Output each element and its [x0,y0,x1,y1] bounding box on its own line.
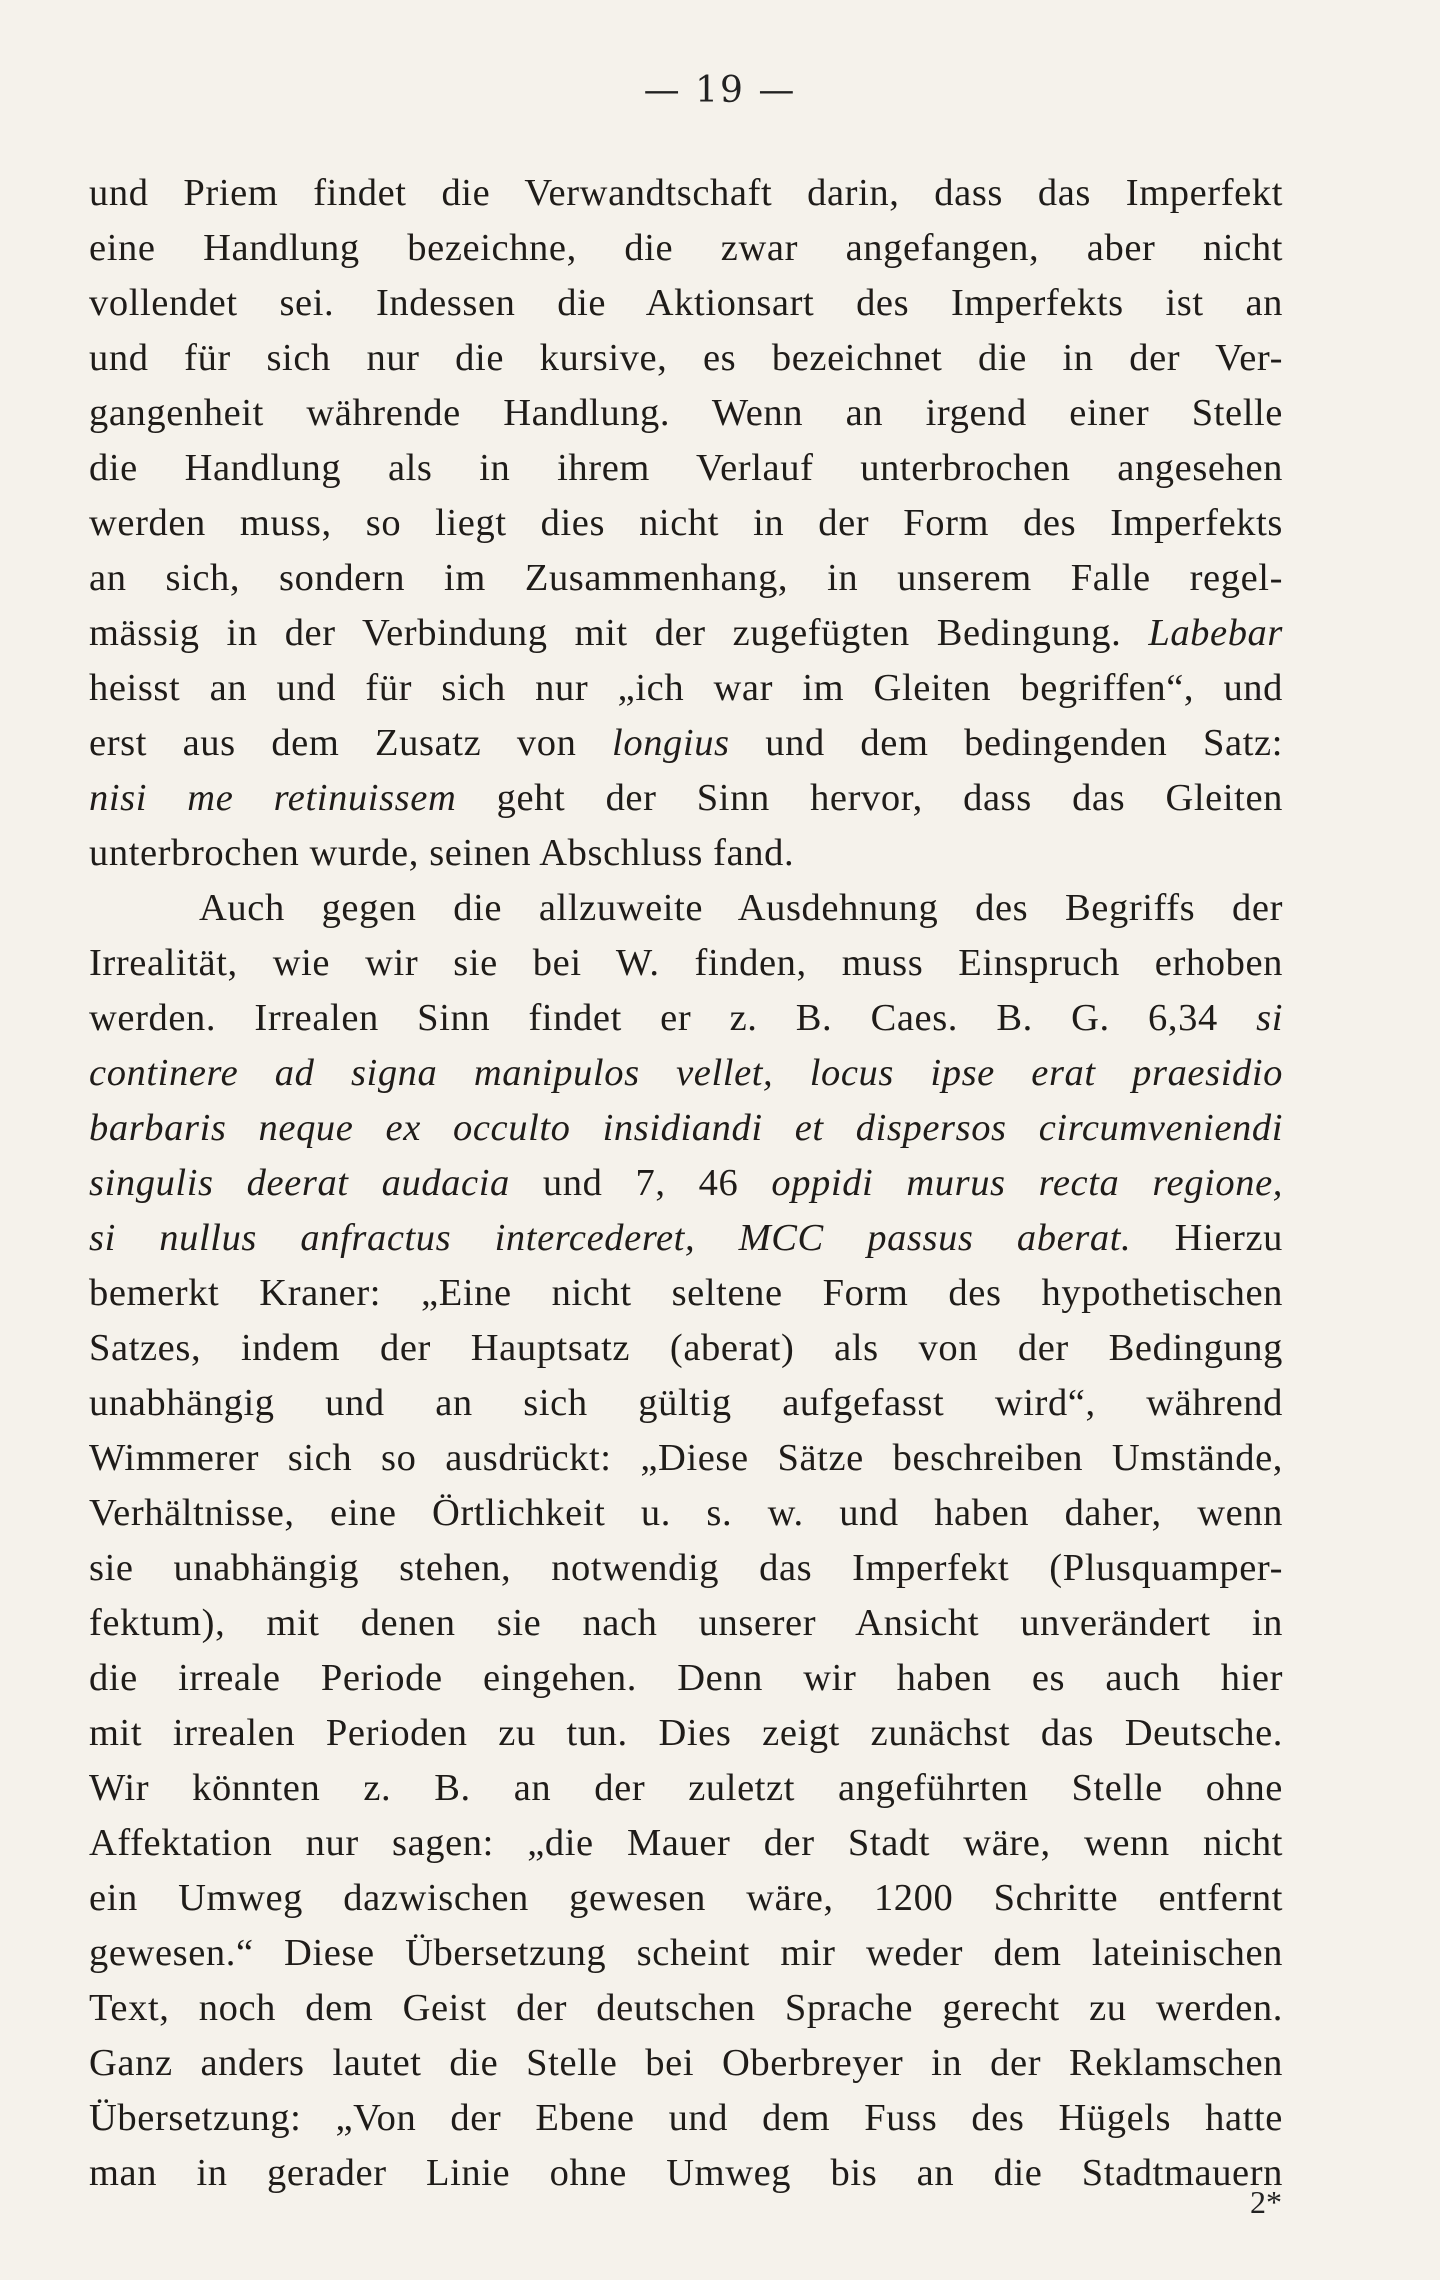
italic-span: nisi me retinuissem [89,777,457,819]
text-span: und für sich nur die kursive, es bezeichnet die in der Ver- [89,337,1283,379]
text-span: die irreale Periode eingehen. Denn wir haben es auch hier [89,1657,1283,1699]
text-line [89,441,1283,496]
text-line [89,221,1283,276]
text-span: vollendet sei. Indessen die Aktionsart des Imperfekts ist an [89,282,1283,324]
text-line [89,1156,1283,1211]
text-line [89,1046,1283,1101]
text-span: und dem bedingenden Satz: [729,722,1283,764]
text-span: fektum), mit denen sie nach unserer Ansicht unverändert in [89,1602,1283,1644]
italic-span: si nullus anfractus intercederet, MCC passus aberat. [89,1217,1132,1259]
text-span: gangenheit währende Handlung. Wenn an irgend einer Stelle [89,392,1283,434]
text-span: unterbrochen wurde, seinen Abschluss fand. [89,832,795,874]
text-span: Wir könnten z. B. an der zuletzt angeführten Stelle ohne [89,1767,1283,1809]
italic-span: longius [612,722,730,764]
text-line [89,2091,1283,2146]
page-number: — 19 — [643,70,797,111]
text-span: heisst an und für sich nur „ich war im Gleiten begriffen“, und [89,667,1283,709]
body-text [89,166,1283,2201]
text-line [89,1266,1283,1321]
italic-span: oppidi murus recta regione, [771,1162,1283,1204]
text-span: Satzes, indem der Hauptsatz (aberat) als von der Bedingung [89,1327,1283,1369]
text-line [89,1926,1283,1981]
text-line [89,1486,1283,1541]
text-span: unabhängig und an sich gültig aufgefasst wird“, während [89,1382,1283,1424]
text-line [89,1431,1283,1486]
signature-mark: 2* [1250,2184,1282,2220]
text-span: Wimmerer sich so ausdrückt: „Diese Sätze beschreiben Umstände, [89,1437,1283,1479]
text-line [89,1541,1283,1596]
italic-span: Labebar [1148,612,1283,654]
text-line [89,276,1283,331]
text-line [89,1596,1283,1651]
text-line [89,1981,1283,2036]
text-line [89,606,1283,661]
text-span: bemerkt Kraner: „Eine nicht seltene Form des hypothetischen [89,1272,1283,1314]
italic-span: barbaris neque ex occulto insidiandi et dispersos circumveniendi [89,1107,1283,1149]
text-span: man in gerader Linie ohne Umweg bis an die Stadtmauern [89,2152,1283,2194]
text-line [89,1211,1283,1266]
text-span: ein Umweg dazwischen gewesen wäre, 1200 Schritte entfernt [89,1877,1283,1919]
text-line [89,1871,1283,1926]
text-line [89,1816,1283,1871]
text-line [89,661,1283,716]
text-span: eine Handlung bezeichne, die zwar angefangen, aber nicht [89,227,1283,269]
text-span: werden. Irrealen Sinn findet er z. B. Caes. B. G. 6,34 [89,997,1257,1039]
text-line [89,331,1283,386]
text-span: mit irrealen Perioden zu tun. Dies zeigt zunächst das Deutsche. [89,1712,1283,1754]
text-span: mässig in der Verbindung mit der zugefügten Bedingung. [89,612,1149,654]
text-line [89,1321,1283,1376]
text-span: erst aus dem Zusatz von [89,722,613,764]
text-line [89,386,1283,441]
text-line [89,496,1283,551]
text-span: Irrealität, wie wir sie bei W. finden, muss Einspruch erhoben [89,942,1283,984]
text-span: an sich, sondern im Zusammenhang, in unserem Falle regel- [89,557,1283,599]
text-line [89,2036,1283,2091]
text-span: Verhältnisse, eine Örtlichkeit u. s. w. und haben daher, wenn [89,1492,1283,1534]
text-line [89,881,1283,936]
text-span: die Handlung als in ihrem Verlauf unterbrochen angesehen [89,447,1283,489]
text-line [89,1761,1283,1816]
text-span: und 7, 46 [509,1162,772,1204]
text-line [89,2146,1283,2201]
text-span: Ganz anders lautet die Stelle bei Oberbreyer in der Reklamschen [89,2042,1283,2084]
text-span: Text, noch dem Geist der deutschen Sprache gerecht zu werden. [89,1987,1283,2029]
text-span: gewesen.“ Diese Übersetzung scheint mir weder dem lateinischen [89,1932,1283,1974]
text-line [89,1706,1283,1761]
text-line [89,166,1283,221]
text-line [89,771,1283,826]
text-line [89,551,1283,606]
text-line [89,1651,1283,1706]
text-line [89,716,1283,771]
text-span: sie unabhängig stehen, notwendig das Imperfekt (Plusquamper- [89,1547,1283,1589]
text-span: geht der Sinn hervor, dass das Gleiten [456,777,1283,819]
text-span: Auch gegen die allzuweite Ausdehnung des Begriffs der [199,887,1283,929]
text-line [89,1101,1283,1156]
italic-span: continere ad signa manipulos vellet, locus ipse erat praesidio [89,1052,1283,1094]
italic-span: singulis deerat audacia [89,1162,510,1204]
text-span: und Priem findet die Verwandtschaft darin, dass das Imperfekt [89,172,1283,214]
text-line [89,826,1283,881]
text-line [89,1376,1283,1431]
text-span: Übersetzung: „Von der Ebene und dem Fuss des Hügels hatte [89,2097,1283,2139]
text-span: werden muss, so liegt dies nicht in der Form des Imperfekts [89,502,1283,544]
text-line [89,991,1283,1046]
text-line [89,936,1283,991]
text-span: Affektation nur sagen: „die Mauer der Stadt wäre, wenn nicht [89,1822,1283,1864]
text-span: Hierzu [1131,1217,1283,1259]
italic-span: si [1256,997,1283,1039]
